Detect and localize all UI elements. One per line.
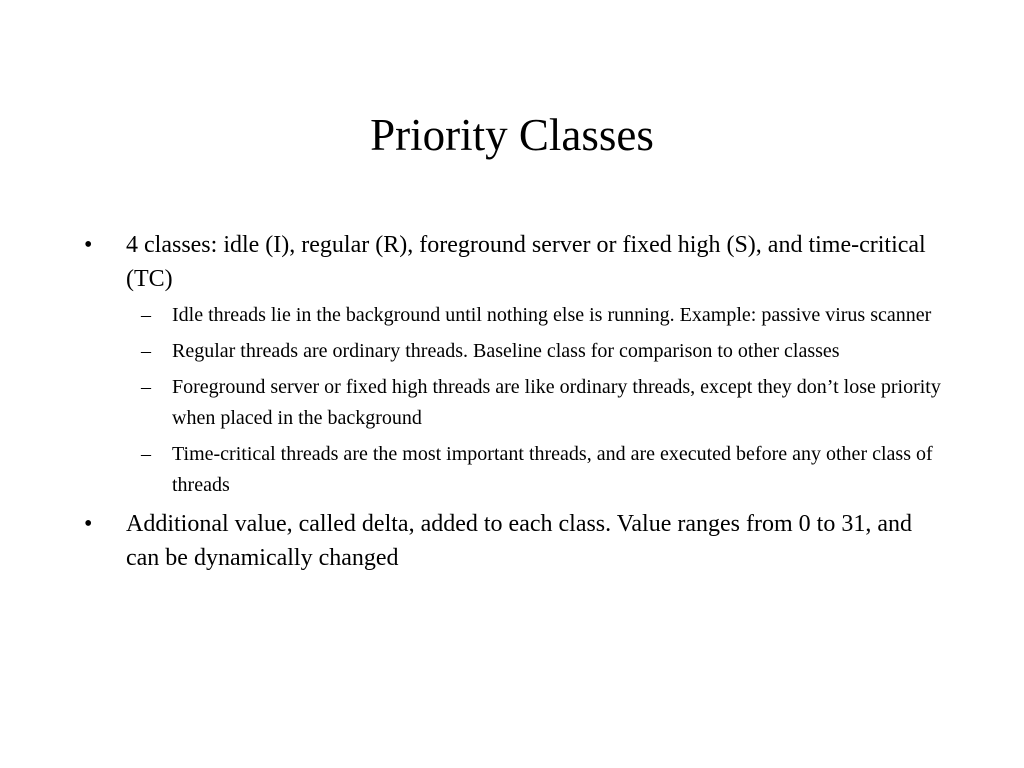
bullet-text: 4 classes: idle (I), regular (R), foreground server or fixed high (S), and time-critical (TC) xyxy=(126,232,926,292)
bullet-item xyxy=(82,228,942,501)
sub-bullet-marker: – xyxy=(141,443,151,465)
sub-bullet-text: Idle threads lie in the background until nothing else is running. Example: passive virus scanner xyxy=(172,304,932,326)
sub-bullet-marker: – xyxy=(141,340,151,362)
slide-title: Priority Classes xyxy=(370,110,654,160)
sub-bullet-text: Foreground server or fixed high threads are like ordinary threads, except they don’t lose priority when placed in the background xyxy=(172,376,941,429)
sub-bullet-text: Regular threads are ordinary threads. Baseline class for comparison to other classes xyxy=(172,340,840,362)
sub-bullet-marker: – xyxy=(141,304,151,326)
sub-bullet-item xyxy=(126,372,942,434)
sub-bullet-list xyxy=(126,300,942,501)
sub-bullet-marker: – xyxy=(141,376,151,398)
sub-bullet-item xyxy=(126,300,942,331)
bullet-text: Additional value, called delta, added to each class. Value ranges from 0 to 31, and can be dynamically changed xyxy=(126,511,912,571)
bullet-marker: • xyxy=(84,511,93,537)
bullet-marker: • xyxy=(84,232,93,258)
sub-bullet-text: Time-critical threads are the most important threads, and are executed before any other class of threads xyxy=(172,443,933,496)
bullet-item xyxy=(82,507,942,575)
slide-content xyxy=(82,228,942,575)
sub-bullet-item xyxy=(126,336,942,367)
sub-bullet-item xyxy=(126,439,942,501)
